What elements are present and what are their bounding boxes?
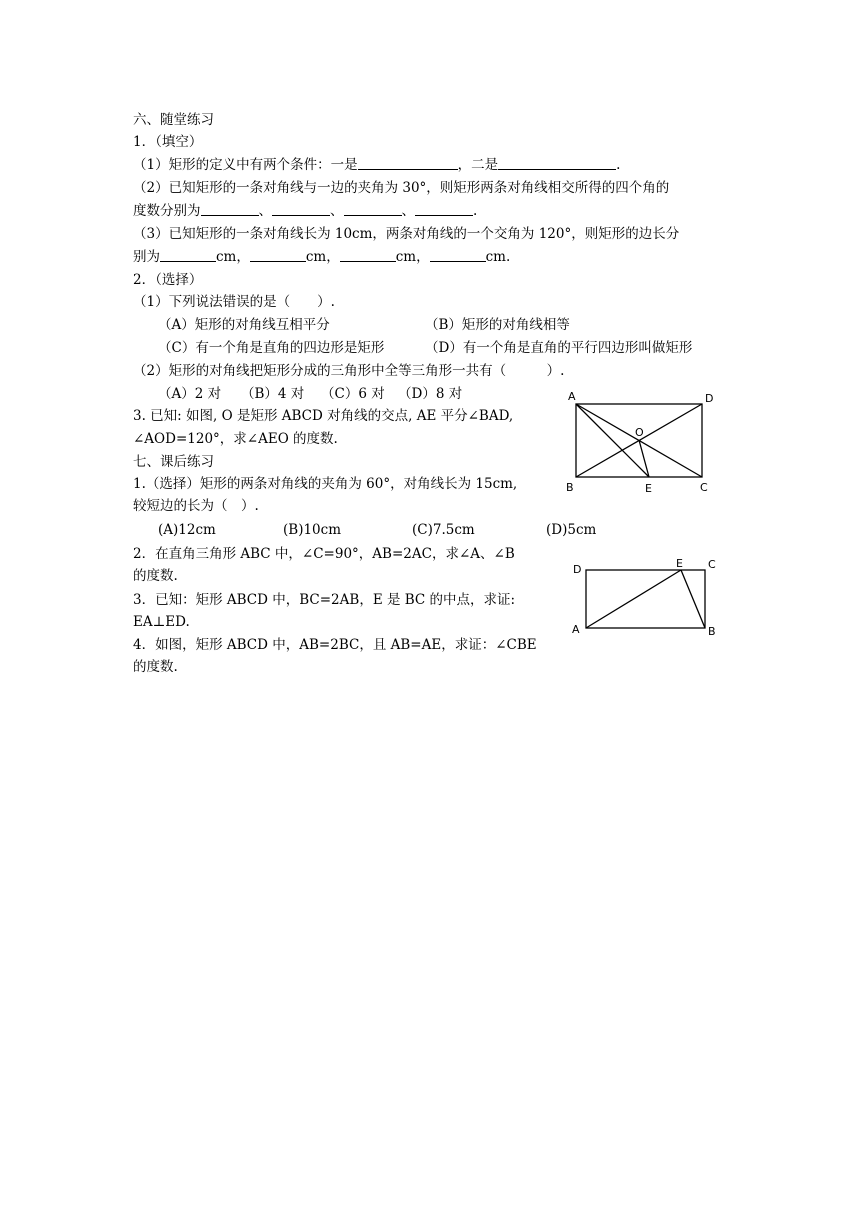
hw1-line1: 1.（选择）矩形的两条对角线的夹角为 60°，对角线长为 15cm, <box>133 476 518 492</box>
q2-part1-option-c: （C）有一个角是直角的四边形是矩形 <box>158 340 385 356</box>
section-6-title: 六、随堂练习 <box>133 112 214 128</box>
unit: cm <box>395 249 417 265</box>
hw1-option-c: (C)7.5cm <box>412 522 475 538</box>
segment-ae <box>586 570 681 628</box>
hw1-option-a: (A)12cm <box>158 522 216 538</box>
comma: ， <box>326 249 340 265</box>
q2-part1: （1）下列说法错误的是（ ）. <box>133 294 335 310</box>
separator: 、 <box>401 203 415 219</box>
rectangle-abcd <box>586 570 705 628</box>
answer-blank[interactable] <box>250 249 306 262</box>
answer-blank[interactable] <box>430 249 486 262</box>
q2-part2-option-c: （C）6 对 <box>321 386 385 402</box>
label-a: A <box>572 623 580 636</box>
label-d: D <box>705 392 714 405</box>
q2-part1-option-a: （A）矩形的对角线互相平分 <box>158 317 330 333</box>
comma: ， <box>416 249 430 265</box>
q1-part3-line1: （3）已知矩形的一条对角线长为 10cm，两条对角线的一个交角为 120°，则矩形的边长分 <box>133 226 680 242</box>
label-b: B <box>708 625 716 638</box>
q1-part3-line2 <box>133 249 510 265</box>
q2-heading: 2．（选择） <box>133 272 203 288</box>
q1-part1-text-c: . <box>616 157 621 173</box>
answer-blank[interactable] <box>358 157 458 170</box>
q1-part1-text-a: （1）矩形的定义中有两个条件：一是 <box>133 157 358 173</box>
separator: 、 <box>258 203 272 219</box>
unit: cm <box>485 249 506 265</box>
q1-part2-line2 <box>133 203 477 219</box>
label-e: E <box>645 482 652 495</box>
figure-rectangle-diagonals <box>562 388 732 498</box>
unit: cm <box>305 249 327 265</box>
q1-part1-text-b: ，二是 <box>457 157 499 173</box>
answer-blank[interactable] <box>272 203 330 216</box>
unit: cm <box>216 249 237 265</box>
q2-part1-option-b: （B）矩形的对角线相等 <box>425 317 570 333</box>
hw1-option-b: (B)10cm <box>283 522 341 538</box>
q3-line2: ∠AOD=120°，求∠AEO 的度数. <box>133 431 338 447</box>
label-b: B <box>566 481 574 494</box>
label-a: A <box>568 390 576 403</box>
section-7-title: 七、课后练习 <box>133 454 214 470</box>
answer-blank[interactable] <box>344 203 402 216</box>
segment-be <box>681 570 705 628</box>
answer-blank[interactable] <box>498 157 616 170</box>
hw1-option-d: (D)5cm <box>546 522 597 538</box>
q2-part1-option-d: （D）有一个角是直角的平行四边形叫做矩形 <box>425 340 693 356</box>
hw3-line1: 3．已知：矩形 ABCD 中，BC=2AB，E 是 BC 的中点，求证: <box>133 592 516 608</box>
label-o: O <box>635 426 644 439</box>
answer-blank[interactable] <box>201 203 259 216</box>
q2-part2-option-b: （B）4 对 <box>241 386 305 402</box>
q1-part2-line1: （2）已知矩形的一条对角线与一边的夹角为 30°，则矩形两条对角线相交所得的四个角的 <box>133 180 670 196</box>
separator: 、 <box>330 203 344 219</box>
figure-rectangle-ae-be <box>568 555 728 640</box>
q1-part2-prefix: 度数分别为 <box>133 203 201 219</box>
hw1-line2: 较短边的长为（ ）. <box>133 498 259 514</box>
period: . <box>473 203 478 219</box>
period: . <box>506 249 511 265</box>
label-d: D <box>573 563 582 576</box>
hw4-line1: 4．如图，矩形 ABCD 中，AB=2BC，且 AB=AE，求证：∠CBE <box>133 637 537 653</box>
answer-blank[interactable] <box>340 249 396 262</box>
label-e: E <box>676 557 683 570</box>
label-c: C <box>700 481 708 494</box>
q2-part2: （2）矩形的对角线把矩形分成的三角形中全等三角形一共有（ ）. <box>133 363 565 379</box>
q2-part2-option-d: （D）8 对 <box>398 386 463 402</box>
q1-part1 <box>133 157 620 173</box>
comma: ， <box>236 249 250 265</box>
hw4-line2: 的度数. <box>133 659 178 675</box>
label-c: C <box>708 558 716 571</box>
hw3-line2: EA⊥ED. <box>133 614 190 630</box>
q3-line1: 3. 已知: 如图, O 是矩形 ABCD 对角线的交点, AE 平分∠BAD, <box>133 408 514 424</box>
hw2-line2: 的度数. <box>133 568 178 584</box>
hw2-line1: 2．在直角三角形 ABC 中，∠C=90°，AB=2AC，求∠A、∠B <box>133 546 515 562</box>
answer-blank[interactable] <box>415 203 473 216</box>
q2-part2-option-a: （A）2 对 <box>158 386 222 402</box>
answer-blank[interactable] <box>160 249 216 262</box>
q1-heading: 1．（填空） <box>133 134 203 150</box>
q1-part3-prefix: 别为 <box>133 249 160 265</box>
